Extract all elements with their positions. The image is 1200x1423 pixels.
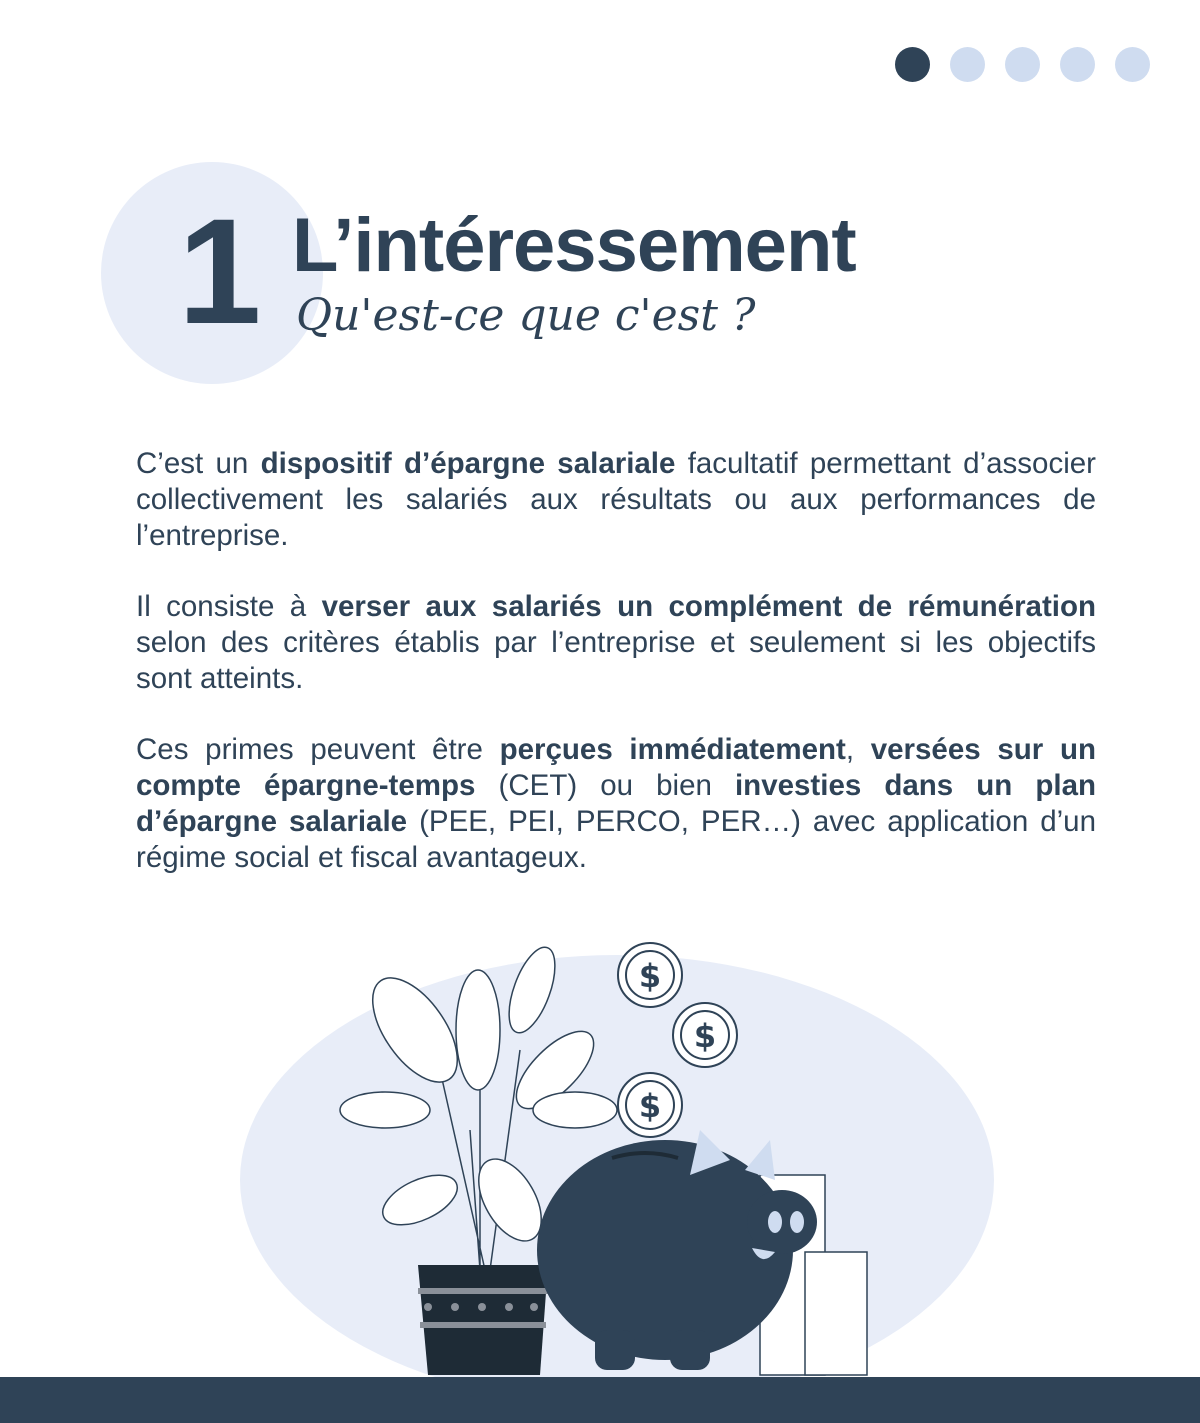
piggy-bank-illustration: [0, 930, 1200, 1380]
paragraph: [136, 589, 1096, 697]
page-title: L’intéressement: [292, 203, 856, 288]
text-segment: C’est un: [136, 447, 261, 480]
text-segment: ,: [845, 733, 871, 766]
pagination-dots: [895, 47, 1150, 82]
text-segment: (CET) ou bien: [475, 769, 735, 802]
bold-text: versées sur un compte épargne-temps: [136, 733, 1096, 802]
page-subtitle: Qu'est-ce que c'est ?: [296, 290, 756, 341]
bold-text: dispositif d’épargne salariale: [260, 447, 676, 480]
svg-text:$: $: [693, 1017, 717, 1055]
coin-icon: [673, 1003, 737, 1067]
bold-text: investies dans un plan d’épargne salariale: [136, 769, 1096, 838]
paragraph: [136, 732, 1096, 876]
section-number: 1: [178, 187, 262, 355]
bold-text: verser aux salariés un complément de rémunération: [321, 590, 1097, 623]
pagination-dot-4[interactable]: [1060, 47, 1095, 82]
pagination-dot-5[interactable]: [1115, 47, 1150, 82]
pagination-dot-2[interactable]: [950, 47, 985, 82]
pagination-dot-3[interactable]: [1005, 47, 1040, 82]
svg-text:$: $: [638, 957, 662, 995]
pagination-dot-1[interactable]: [895, 47, 930, 82]
paragraph: [136, 446, 1096, 554]
body-text: [136, 446, 1096, 911]
text-segment: selon des critères établis par l’entreprise et seulement si les objectifs sont atteints.: [136, 626, 1096, 695]
coin-icon: [618, 943, 682, 1007]
text-segment: Ces primes peuvent être: [136, 733, 500, 766]
footer-bar: [0, 1377, 1200, 1423]
coin-icon: [618, 1073, 682, 1137]
svg-text:$: $: [638, 1087, 662, 1125]
text-segment: Il consiste à: [136, 590, 322, 623]
plant-pot: [418, 1265, 548, 1375]
bold-text: perçues immédiatement: [499, 733, 846, 766]
text-segment: (PEE, PEI, PERCO, PER…) avec application d’un régime social et fiscal avantageux.: [136, 805, 1096, 874]
text-segment: facultatif permettant d’associer collectivement les salariés aux résultats ou aux performances de l’entreprise.: [136, 447, 1096, 552]
